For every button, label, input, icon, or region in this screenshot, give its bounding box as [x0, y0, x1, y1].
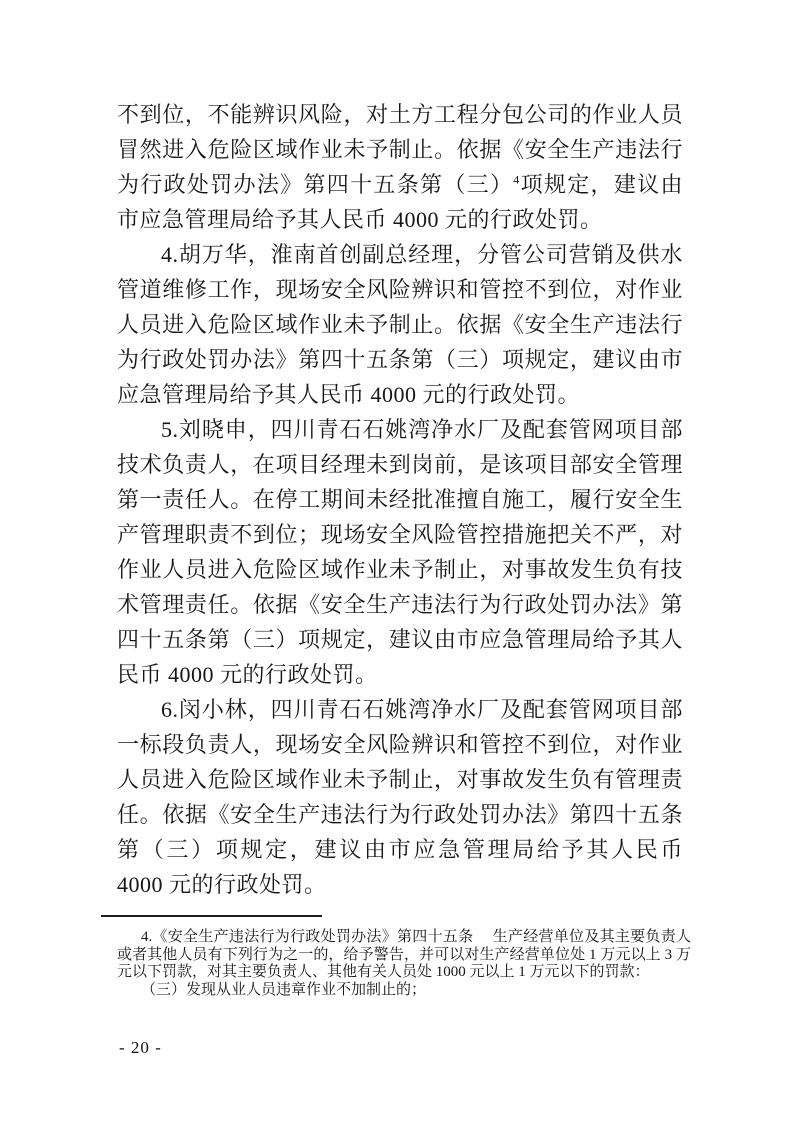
paragraph-text: 不到位，不能辨识风险，对土方工程分包公司的作业人员冒然进入危险区域作业未予制止。依据《安全生产违法行为行政处罚办法》第四十五条第（三） — [117, 102, 683, 197]
page-number: - 20 - — [119, 1038, 162, 1057]
paragraph-item-6: 6.闵小林，四川青石石姚湾净水厂及配套管网项目部一标段负责人，现场安全风险辨识和管控不到位，对作业人员进入危险区域作业未予制止，对事故发生负有管理责任。依据《安全生产违法行为行政处罚办法》第四十五条第（三）项规定，建议由市应急管理局给予其人民币 4000 元的行政处罚。 — [117, 697, 683, 897]
paragraph-text: 项规定，建议由市应急管理局给予其人民币 4000 元的行政处罚。 — [117, 172, 683, 232]
footnote-reference-marker: 4 — [513, 172, 520, 187]
footnote-section — [117, 929, 691, 999]
document-body — [117, 97, 683, 902]
paragraph-continuation — [117, 97, 683, 237]
footnote-text: 4.《安全生产违法行为行政处罚办法》第四十五条 生产经营单位及其主要负责人或者其他人员有下列行为之一的，给予警告，并可以对生产经营单位处 1 万元以上 3 万元以下罚款，对其主要负责人、其他有关人员处 1000 元以上 1 万元以下的罚款： — [117, 929, 691, 981]
footnote-separator-rule — [101, 915, 322, 917]
paragraph-item-5: 5.刘晓申，四川青石石姚湾净水厂及配套管网项目部技术负责人，在项目经理未到岗前，是该项目部安全管理第一责任人。在停工期间未经批准擅自施工，履行安全生产管理职责不到位；现场安全风险管控措施把关不严，对作业人员进入危险区域作业未予制止，对事故发生负有技术管理责任。依据《安全生产违法行为行政处罚办法》第四十五条第（三）项规定，建议由市应急管理局给予其人民币 4000 元的行政处罚。 — [117, 417, 683, 687]
paragraph-item-4: 4.胡万华，淮南首创副总经理，分管公司营销及供水管道维修工作，现场安全风险辨识和管控不到位，对作业人员进入危险区域作业未予制止。依据《安全生产违法行为行政处罚办法》第四十五条第（三）项规定，建议由市应急管理局给予其人民币 4000 元的行政处罚。 — [117, 242, 683, 407]
footnote-subitem-text: （三）发现从业人员违章作业不加制止的； — [141, 981, 427, 998]
